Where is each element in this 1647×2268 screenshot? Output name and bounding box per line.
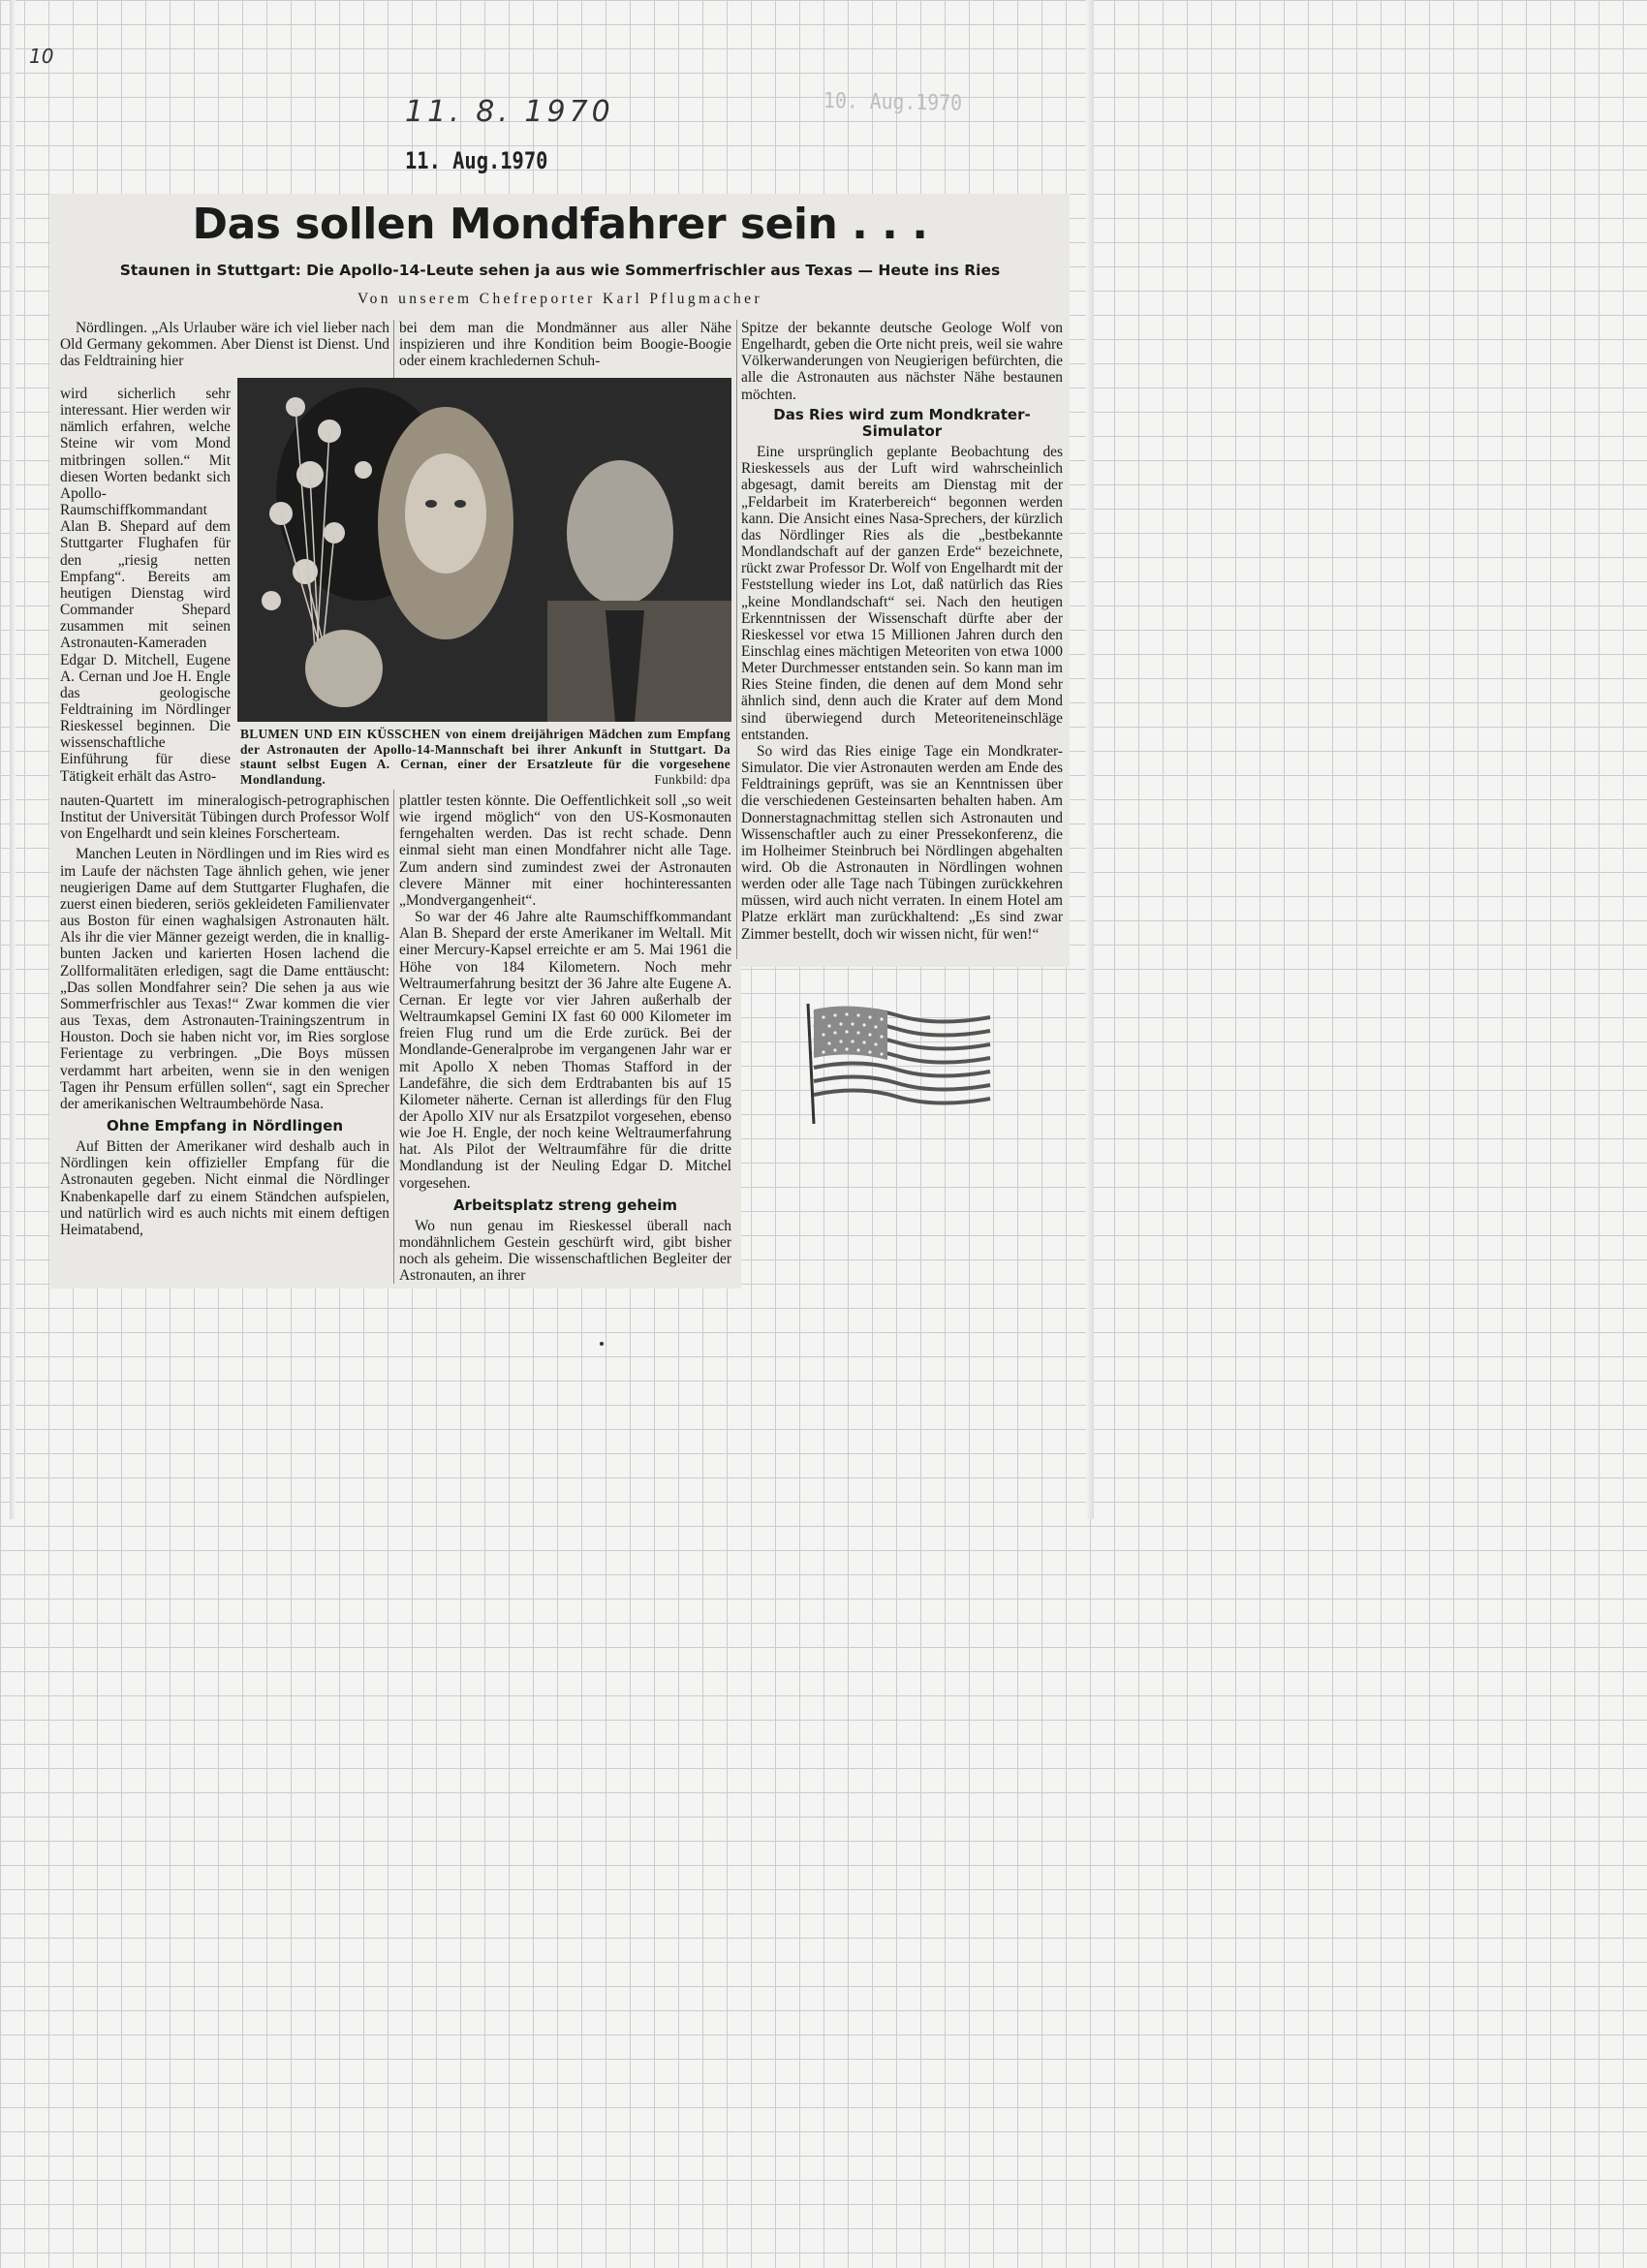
paragraph: So wird das Ries einige Tage ein Mondkrater-Simulator. Die vier Astronauten werden am Ende des Feldtrainings geprüft, was sie an Kenntnissen über die verschiedenen Gesteinsarten behalten haben. Am Donnerstagnachmittag stellen sich Astronauten und Wissenschaftler auch zu einer Pressekonferenz, die im Holheimer Steinbruch bei Nördlingen abgehalten wird. Ob die Astronauten in Nördlingen wohnen werden oder alle Tage nach Tübingen zurückkehren müssen, wird auch nicht verraten. In einem Hotel am Platze erklärt man zurückhaltend: „Es sind zwar Zimmer bestellt, doch wir wissen nicht, für wen!“ — [741, 742, 1063, 943]
column-2-bottom — [399, 792, 731, 1285]
headline: Das sollen Mondfahrer sein . . . — [192, 200, 928, 249]
american-flag-icon — [800, 1000, 992, 1126]
column-2-top — [399, 320, 731, 369]
faint-date-stamp: 10. Aug.1970 — [823, 89, 963, 116]
subheading: Ohne Empfang in Nördlingen — [107, 1116, 343, 1134]
press-photo — [237, 378, 731, 722]
photo-girl-and-astronaut — [237, 378, 731, 722]
paragraph: bei dem man die Mondmänner aus aller Nähe inspizieren und ihre Kondition beim Boogie-Boogie oder einem krachledernen Schuh- — [399, 320, 731, 370]
byline: Von unserem Chefreporter Karl Pflugmacher — [357, 291, 763, 307]
subheadline: Staunen in Stuttgart: Die Apollo-14-Leute sehen ja aus wie Sommerfrischler aus Texas — Heute ins Ries — [119, 262, 1001, 279]
caption-text: BLUMEN UND EIN KÜSSCHEN von einem dreijährigen Mädchen zum Empfang der Astronauten der Apollo-14-Mannschaft bei ihrer Ankunft in Stuttgart. Da staunt selbst Eugen A. Cernan, einer der Ersatzleute für die vorgesehene Mondlandung. — [240, 727, 730, 787]
ink-dot — [600, 1342, 604, 1346]
flag-drawing — [800, 1000, 992, 1126]
paragraph: Spitze der bekannte deutsche Geologe Wolf von Engelhardt, geben die Orte nicht preis, weil sie wahre Völkerwanderungen von Neugierigen befürchten, die alle die Astronauten aus nächster Nähe bestaunen möchten. — [741, 320, 1063, 403]
paragraph: plattler testen könnte. Die Oeffentlichkeit soll „so weit wie irgend möglich“ von den US-Kosmonauten ferngehalten werden. Das ist recht schade. Denn einmal sieht man einen Mondfahrer nicht alle Tage. Zum andern sind zumindest zwei der Astronauten clevere Männer mit einer hochinteressanten „Mondvergangenheit“. — [399, 792, 731, 909]
page-number: 10 — [29, 45, 54, 68]
subheading: Arbeitsplatz streng geheim — [452, 1196, 678, 1214]
date-stamp: 11. Aug.1970 — [405, 147, 548, 174]
column-3 — [741, 320, 1063, 943]
paragraph: Wo nun genau im Rieskessel überall nach mondähnlichem Gestein geschürft wird, gibt bisher noch als geheim. Die wissenschaftlichen Begleiter der Astronauten, an ihrer — [399, 1217, 731, 1285]
column-rule — [393, 790, 394, 1284]
column-1-narrow — [60, 386, 231, 785]
notebook-page-edge-left — [10, 0, 16, 1519]
paragraph: nauten-Quartett im mineralogisch-petrographischen Institut der Universität Tübingen durch Professor Wolf von Engelhardt und sein kleines Forscherteam. — [60, 792, 389, 843]
notebook-page-edge-right — [1086, 0, 1094, 1519]
column-1-top — [60, 320, 389, 369]
column-rule — [736, 320, 737, 959]
column-1-bottom — [60, 792, 389, 1238]
paragraph: wird sicherlich sehr interessant. Hier werden wir nämlich erfahren, welche Steine wir vom Mond mitbringen sollen.“ Mit diesen Worten bedankt sich Apollo-Raumschiffkommandant Alan B. Shepard auf dem Stuttgarter Flughafen für den „riesig netten Empfang“. Bereits am heutigen Dienstag wird Commander Shepard zusammen mit seinen Astronauten-Kameraden Edgar D. Mitchell, Eugene A. Cernan und Joe H. Engle das geologische Feldtraining im Nördlinger Rieskessel beginnen. Die wissenschaftliche Einführung für diese Tätigkeit erhält das Astro- — [60, 386, 231, 785]
photo-credit: Funkbild: dpa — [654, 771, 730, 787]
photo-caption — [240, 727, 730, 787]
subheading: Das Ries wird zum Mondkrater-Simulator — [773, 405, 1031, 440]
paragraph: Auf Bitten der Amerikaner wird deshalb auch in Nördlingen kein offizieller Empfang für die Astronauten gegeben. Nicht einmal die Nördlinger Knabenkapelle darf zu einem Ständchen aufspielen, und natürlich wird es auch nichts mit einem deftigen Heimatabend, — [60, 1138, 389, 1238]
column-rule — [393, 320, 394, 378]
paragraph: Manchen Leuten in Nördlingen und im Ries wird es im Laufe der nächsten Tage ähnlich gehen, wie jener neugierigen Dame auf dem Stuttgarter Flughafen, die zuerst einen biederen, seriös gekleideten Familienvater aus Boston für einen waghalsigen Astronauten hält. Als ihr die vier Männer gezeigt werden, die in knallig-bunten Jacken und karierten Hosen lachend die Zollformalitäten erledigen, sagt die Dame enttäuscht: „Das sollen Mondfahrer sein? Die sehen ja aus wie Sommerfrischler aus Texas!“ Zwar kommen die vier aus Texas, dem Astronauten-Trainingszentrum in Houston. Doch sie haben nicht vor, im Ries sorglose Ferientage zu verbringen. „Die Boys müssen verdammt hart arbeiten, wenn sie in den wenigen Tagen ihr Pensum erfüllen sollen“, sagt ein Sprecher der amerikanischen Weltraumbehörde Nasa. — [60, 846, 389, 1112]
paragraph: So war der 46 Jahre alte Raumschiffkommandant Alan B. Shepard der erste Amerikaner im Weltall. Mit einer Mercury-Kapsel erreichte er am 5. Mai 1961 die Höhe von 184 Kilometern. Noch mehr Weltraumerfahrung besitzt der 36 Jahre alte Eugene A. Cernan. Er legte vor vier Jahren außerhalb der Weltraumkapsel Gemini IX fast 60 000 Kilometer im freien Flug rund um die Erde zurück. Bei der Mondlande-Generalprobe im vergangenen Jahr war er mit Apollo X neben Thomas Stafford in der Landefähre, die sich dem Erdtrabanten bis auf 15 Kilometer näherte. Cernan ist allerdings für den Flug der Apollo XIV nur als Ersatzpilot vorgesehen, ebenso wie Joe H. Engle, der noch keine Weltraumerfahrung hat. Als Pilot der Weltraumfähre für die dritte Mondlandung ist der Neuling Edgar D. Mitchel vorgesehen. — [399, 909, 731, 1192]
handwritten-date: 11. 8. 1970 — [405, 95, 614, 129]
paragraph: Nördlingen. „Als Urlauber wäre ich viel lieber nach Old Germany gekommen. Aber Dienst ist Dienst. Und das Feldtraining hier — [60, 320, 389, 370]
paragraph: Eine ursprünglich geplante Beobachtung des Rieskessels aus der Luft wird wahrscheinlich abgesagt, damit bereits am Dienstag mit der „Feldarbeit im Kraterbereich“ begonnen werden kann. Die Ansicht eines Nasa-Sprechers, der kürzlich das Nördlinger Ries als die „bestbekannte Mondlandschaft auf der ganzen Erde“ bezeichnete, rückt zwar Professor Dr. Wolf von Engelhardt mit der Feststellung wieder ins Lot, daß natürlich das Ries „keine Mondlandschaft“ sei. Nach den heutigen Erkenntnissen der Wissenschaft dürfte aber der Rieskessel vor etwa 15 Millionen Jahren durch den Einschlag eines mächtigen Meteoriten von etwa 1000 Meter Durchmesser entstanden sein. So kann man im Ries Steine finden, die denen auf dem Mond sehr ähnlich sind, denn auch die Krater auf dem Mond sind überwiegend durch Meteoriteneinschläge entstanden. — [741, 444, 1063, 743]
